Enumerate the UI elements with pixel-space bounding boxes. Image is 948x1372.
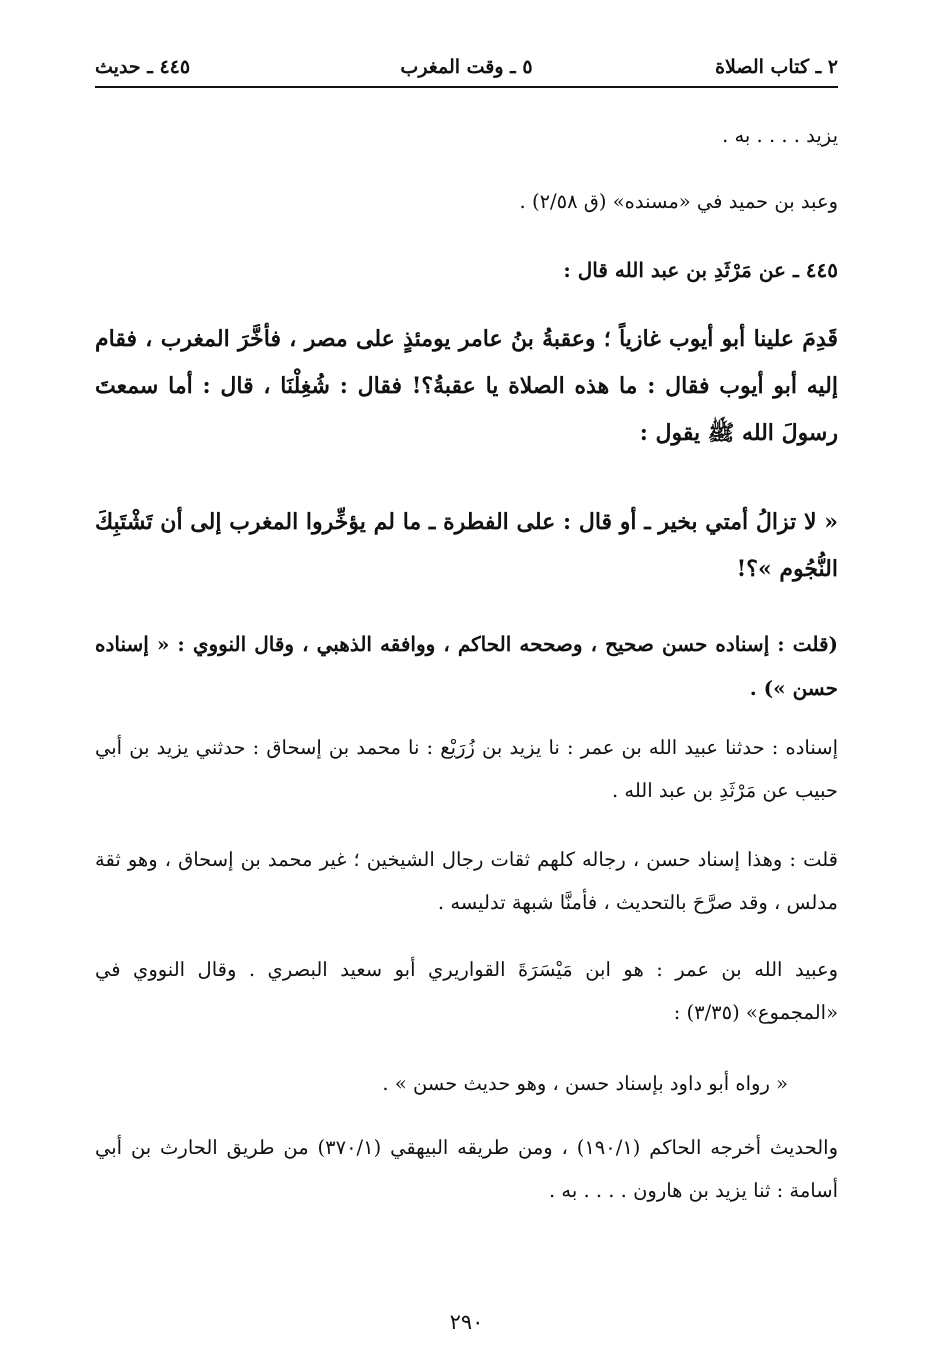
continuation-line: يزيد . . . . به .: [722, 124, 838, 147]
nawawi-quote: « رواه أبو داود بإسناد حسن ، وهو حديث حسن » .: [382, 1072, 788, 1095]
takhrij-paragraph: والحديث أخرجه الحاكم (١٩٠/١) ، ومن طريقه البيهقي (٣٧٠/١) من طريق الحارث بن أبي أسامة : ثنا يزيد بن هارون . . . . به .: [95, 1136, 839, 1202]
running-header: [95, 52, 838, 88]
isnad-paragraph: إسناده : حدثنا عبيد الله بن عمر : نا يزيد بن زُرَيْع : نا محمد بن إسحاق : حدثني يزيد بن أبي حبيب عن مَرْثَدِ بن عبد الله .: [95, 736, 838, 802]
grading-note: (قلت : إسناده حسن صحيح ، وصححه الحاكم ، ووافقه الذهبي ، وقال النووي : « إسناده حسن ») .: [95, 632, 838, 700]
narrator-note: وعبيد الله بن عمر : هو ابن مَيْسَرَةَ القواريري أبو سعيد البصري . وقال النووي في «المجموع» (٣/٣٥) :: [95, 958, 838, 1024]
header-section-title: ٥ ـ وقت المغرب: [400, 56, 533, 78]
header-book-chapter: ٢ ـ كتاب الصلاة: [715, 56, 838, 78]
source-reference: وعبد بن حميد في «مسنده» (ق ٢/٥٨) .: [519, 190, 838, 213]
header-hadith-number: ٤٤٥ ـ حديث: [95, 56, 191, 78]
page-number: ٢٩٠: [449, 1310, 484, 1334]
commentary-paragraph: قلت : وهذا إسناد حسن ، رجاله كلهم ثقات رجال الشيخين ؛ غير محمد بن إسحاق ، وهو ثقة مدلس ، وقد صرَّحَ بالتحديث ، فأمنَّا شبهة تدليسه .: [95, 848, 838, 914]
hadith-heading: ٤٤٥ ـ عن مَرْثَدِ بن عبد الله قال :: [563, 258, 838, 282]
hadith-quote: « لا تزالُ أمتي بخير ـ أو قال : على الفطرة ـ ما لم يؤخِّروا المغرب إلى أن تَشْتَبِكَ النُّجُوم »؟!: [95, 509, 838, 582]
hadith-narrative: قَدِمَ علينا أبو أيوب غازياً ؛ وعقبةُ بنُ عامر يومئذٍ على مصر ، فأخَّرَ المغرب ، فقام إليه أبو أيوب فقال : ما هذه الصلاة يا عقبةُ؟! فقال : شُغِلْنَا ، قال : أما سمعتَ رسولَ الله ﷺ يقول :: [95, 326, 838, 446]
document-page: [95, 52, 838, 1372]
